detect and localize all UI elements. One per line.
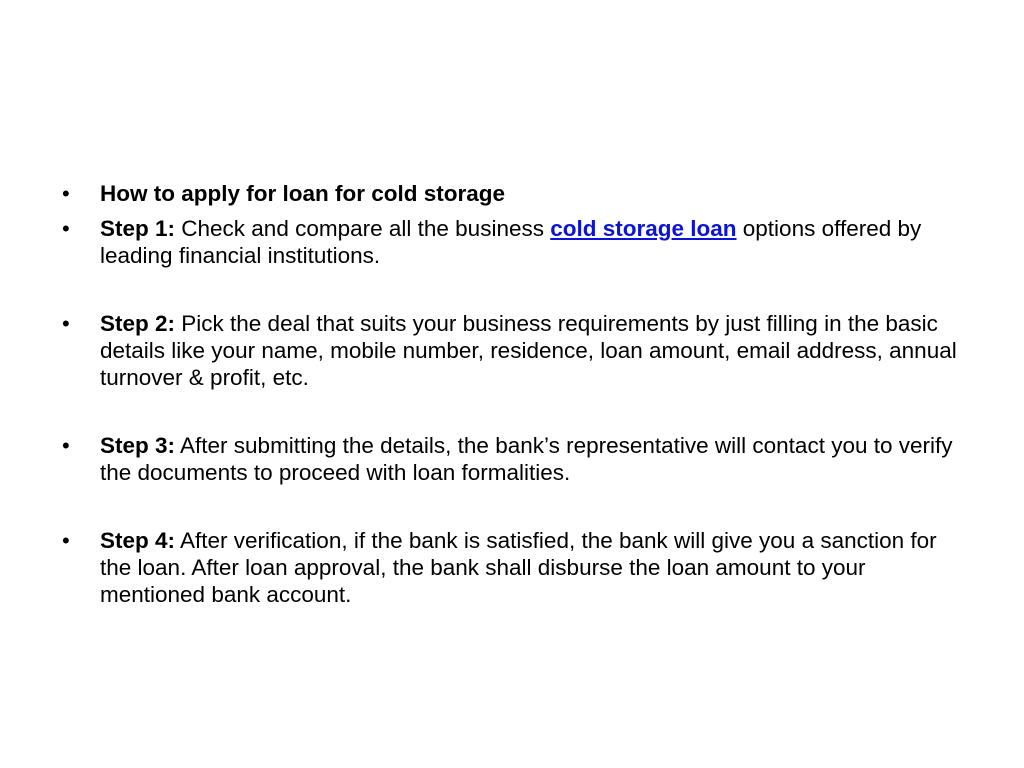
bullet-icon: • [62,528,70,553]
list-item-step-4 [62,527,962,608]
cold-storage-loan-link[interactable]: cold storage loan [550,216,737,241]
step-3-text: After submitting the details, the bank’s representative will contact you to verify the documents to proceed with loan formalities. [100,433,953,485]
list-item-step-1 [62,215,962,269]
step-4-text: After verification, if the bank is satisfied, the bank will give you a sanction for the loan. After loan approval, the bank shall disburse the loan amount to your mentioned bank account. [100,528,937,607]
bullet-list [62,180,962,608]
bullet-icon: • [62,311,70,336]
step-1-text-before-link: Check and compare all the business [175,216,551,241]
bullet-icon: • [62,433,70,458]
list-item-step-2 [62,310,962,391]
step-1-label: Step 1: [100,216,176,241]
step-3-label: Step 3: [100,433,176,458]
step-2-label: Step 2: [100,311,176,336]
heading-text: How to apply for loan for cold storage [100,181,506,206]
list-item-heading [62,180,962,207]
list-item-step-3 [62,432,962,486]
step-1-text-after-link: options offered by leading financial institutions. [100,216,922,268]
step-2-text: Pick the deal that suits your business requirements by just filling in the basic details like your name, mobile number, residence, loan amount, email address, annual turnover & profit, etc. [100,311,957,390]
step-4-label: Step 4: [100,528,176,553]
bullet-icon: • [62,216,70,241]
bullet-icon: • [62,181,70,206]
